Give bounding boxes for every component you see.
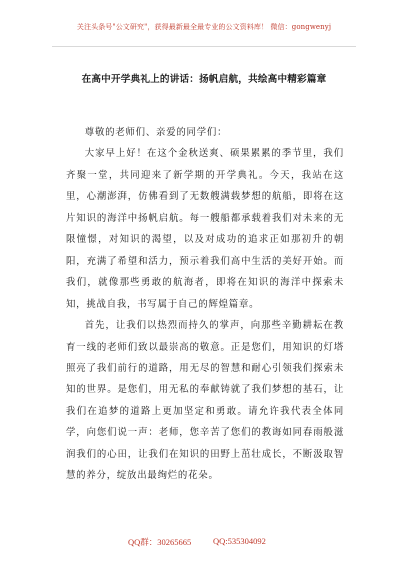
salutation: 尊敬的老师们、亲爱的同学们： <box>84 127 228 138</box>
paragraph-2: 首先，让我们以热烈而持久的掌声，向那些辛勤耕耘在教育一线的老师们致以最崇高的敬意。正是您们，用知识的灯塔照亮了我们前行的道路，用无尽的智慧和耐心引领我们探索未知的世界。是您们，用无私的奉献铸就了我们梦想的基石，让我们在追梦的道路上更加坚定和勇敢。请允许我代表全体同学，向您们说一声：老师，您辛苦了您们的教诲如同春雨般滋润我们的心田，让我们在知识的田野上茁壮成长，不断汲取智慧的养分，绽放出最绚烂的花朵。 <box>66 320 344 482</box>
qq-contact-number: QQ:535304092 <box>213 536 266 546</box>
paragraph-1: 大家早上好！在这个金秋送爽、硕果累累的季节里，我们齐聚一堂，共同迎来了新学期的开学典礼。今天，我站在这里，心潮澎湃，仿佛看到了无数艘满载梦想的航船，即将在这片知识的海洋中扬帆启航。每一艘船都承载着我们对未来的无限憧憬，对知识的渴望，以及对成功的追求正如那初升的朝阳，充满了希望和活力，预示着我们高中生活的美好开始。而我们，就像那些勇敢的航海者，即将在知识的海洋中探索未知，挑战自我，书写属于自己的辉煌篇章。 <box>66 148 344 310</box>
document-title: 在高中开学典礼上的讲话：扬帆启航，共绘高中精彩篇章 <box>81 74 327 85</box>
header-divider <box>52 46 356 47</box>
promo-banner: 关注头条号"公文研究"，获得最新最全最专业的公文资料库！ 微信：gongwenyj <box>76 23 332 31</box>
document-body <box>66 122 344 487</box>
page-footer <box>0 536 408 548</box>
qq-group-number: QQ群：30265665 <box>128 537 192 547</box>
